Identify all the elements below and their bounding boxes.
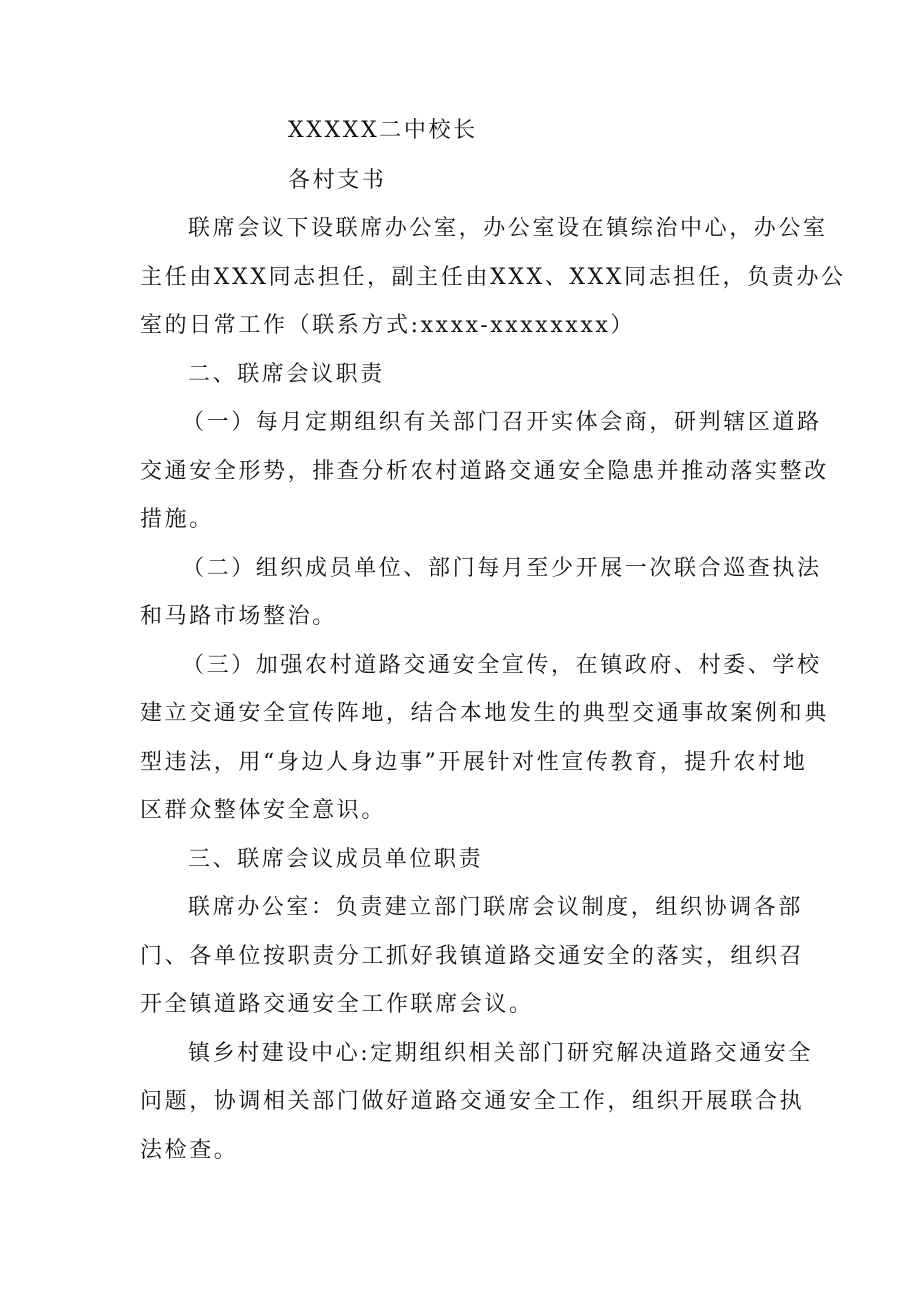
paragraph-line: 联席会议下设联席办公室，办公室设在镇综治中心，办公室 xyxy=(188,216,828,241)
paragraph-line: （三）加强农村道路交通安全宣传，在镇政府、村委、学校 xyxy=(182,653,822,678)
section-heading: 三、联席会议成员单位职责 xyxy=(188,847,484,872)
paragraph-line: 和马路市场整治。 xyxy=(140,604,337,629)
paragraph-line: （二）组织成员单位、部门每月至少开展一次联合巡查执法 xyxy=(182,556,822,581)
section-heading: 二、联席会议职责 xyxy=(188,362,385,387)
paragraph-line: 联席办公室：负责建立部门联席会议制度，组织协调各部 xyxy=(188,895,804,920)
paragraph-line: 门、各单位按职责分工抓好我镇道路交通安全的落实，组织召 xyxy=(140,944,805,969)
paragraph-line: 开全镇道路交通安全工作联席会议。 xyxy=(140,992,534,1017)
paragraph-line: 问题，协调相关部门做好道路交通安全工作，组织开展联合执 xyxy=(140,1089,805,1114)
paragraph-line: 法检查。 xyxy=(140,1138,239,1163)
paragraph-line: 建立交通安全宣传阵地，结合本地发生的典型交通事故案例和典 xyxy=(140,701,829,726)
paragraph-line: 室的日常工作（联系方式:xxxx-xxxxxxxx） xyxy=(140,313,635,338)
paragraph-line: 型违法，用“身边人身边事”开展针对性宣传教育，提升农村地 xyxy=(140,750,808,775)
paragraph-line: 交通安全形势，排查分析农村道路交通安全隐患并推动落实整改 xyxy=(140,459,829,484)
paragraph-line: （一）每月定期组织有关部门召开实体会商，研判辖区道路 xyxy=(182,410,822,435)
paragraph-line: 主任由XXX同志担任，副主任由XXX、XXX同志担任，负责办公 xyxy=(140,265,846,290)
recipient-line-2: 各村支书 xyxy=(288,168,387,193)
paragraph-line: 区群众整体安全意识。 xyxy=(140,798,387,823)
paragraph-line: 镇乡村建设中心:定期组织相关部门研究解决道路交通安全 xyxy=(188,1041,814,1066)
paragraph-line: 措施。 xyxy=(140,507,214,532)
recipient-line-1: XXXXX二中校长 xyxy=(288,118,478,143)
